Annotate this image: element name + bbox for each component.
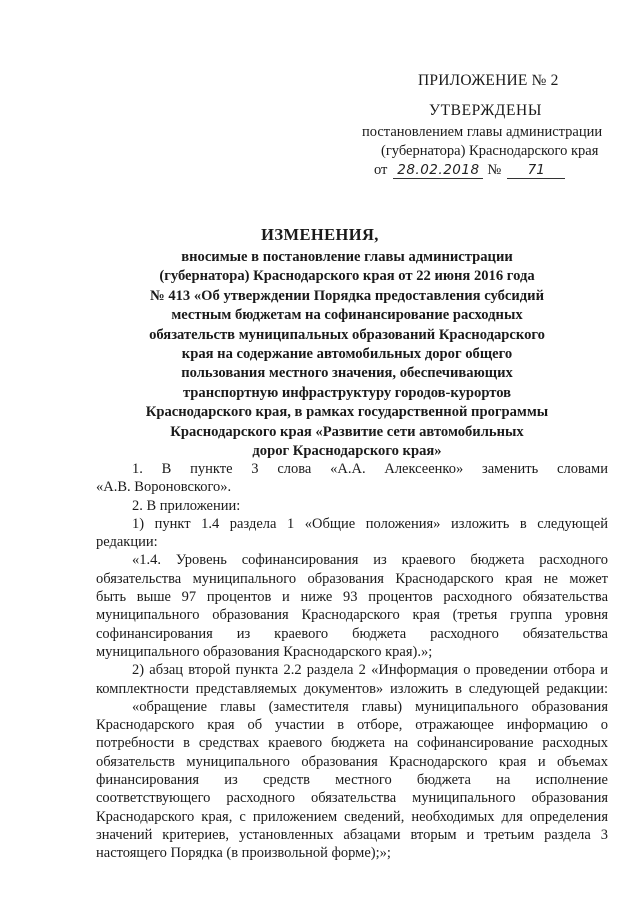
approved-label: УТВЕРЖДЕНЫ: [429, 102, 542, 119]
subtitle-line: местным бюджетам на софинансирование расходных: [171, 307, 523, 324]
subtitle-line: Краснодарского края, в рамках государственной программы: [145, 404, 549, 421]
document-subtitle: [112, 248, 582, 461]
subtitle-line: дорог Краснодарского края»: [252, 443, 442, 460]
body-line: обязательств муниципального образования Краснодарского края и объемах: [96, 753, 608, 770]
subtitle-line: № 413 «Об утверждении Порядка предоставления субсидий: [150, 287, 544, 304]
body-line: «А.В. Вороновского».: [96, 479, 232, 496]
subtitle-line: вносимые в постановление главы администрации: [181, 249, 513, 265]
body-line: софинансирования из краевого бюджета расходного обязательства: [96, 625, 608, 642]
body-line: соответствующего расходного обязательства муниципального образования: [96, 790, 608, 807]
body-line: Краснодарского края, с приложением сведений, необходимых для определения: [96, 808, 608, 825]
approval-date-line: [374, 162, 565, 179]
body-line: редакции:: [96, 534, 158, 551]
document-body: [96, 460, 608, 863]
approval-line-1: постановлением главы администрации: [362, 124, 603, 140]
approval-line-2: (губернатора) Краснодарского края: [381, 143, 599, 159]
body-line: муниципального образования Краснодарского края).»;: [96, 643, 433, 660]
body-line: обязательства муниципального образования Краснодарского края не может: [96, 570, 608, 587]
body-line: муниципального образования Краснодарского края (третья группа уровня: [96, 607, 608, 624]
body-line: быть выше 97 процентов и ниже 93 процентов расходного обязательства: [96, 589, 608, 606]
subtitle-line: транспортную инфраструктуру городов-курортов: [182, 384, 512, 401]
document-title: ИЗМЕНЕНИЯ,: [261, 225, 379, 244]
appendix-label: ПРИЛОЖЕНИЕ № 2: [418, 72, 559, 89]
body-line: 2. В приложении:: [132, 497, 241, 514]
body-line: 1) пункт 1.4 раздела 1 «Общие положения» изложить в следующей: [132, 515, 608, 532]
handwritten-number: 71: [507, 163, 565, 179]
body-line: 2) абзац второй пункта 2.2 раздела 2 «Информация о проведении отбора и: [132, 662, 608, 679]
subtitle-line: пользования местного значения, обеспечивающих: [181, 365, 513, 382]
subtitle-line: Краснодарского края «Развитие сети автомобильных: [170, 423, 524, 440]
body-line: значений критериев, установленных абзацами вторым и третьим раздела 3: [96, 826, 608, 843]
subtitle-line: обязательств муниципальных образований Краснодарского: [149, 326, 545, 343]
body-line: 1. В пункте 3 слова «А.А. Алексеенко» заменить словами: [132, 461, 608, 477]
body-line: комплектности представляемых документов» изложить в следующей редакции:: [96, 680, 608, 697]
body-line: потребности в средствах краевого бюджета на софинансирование расходных: [96, 735, 608, 752]
subtitle-line: края на содержание автомобильных дорог общего: [181, 346, 513, 363]
number-prefix: №: [487, 162, 502, 178]
date-prefix: от: [374, 162, 388, 178]
body-line: Краснодарского края об участии в отборе, отражающее информацию о: [96, 717, 608, 734]
body-line: «1.4. Уровень софинансирования из краевого бюджета расходного: [132, 552, 608, 569]
body-line: настоящего Порядка (в произвольной форме);»;: [96, 845, 391, 862]
handwritten-date: 28.02.2018: [393, 163, 483, 179]
body-line: «обращение главы (заместителя главы) муниципального образования: [132, 698, 608, 715]
body-line: финансирования из средств местного бюджета на исполнение: [96, 772, 608, 789]
subtitle-line: (губернатора) Краснодарского края от 22 июня 2016 года: [159, 268, 535, 285]
